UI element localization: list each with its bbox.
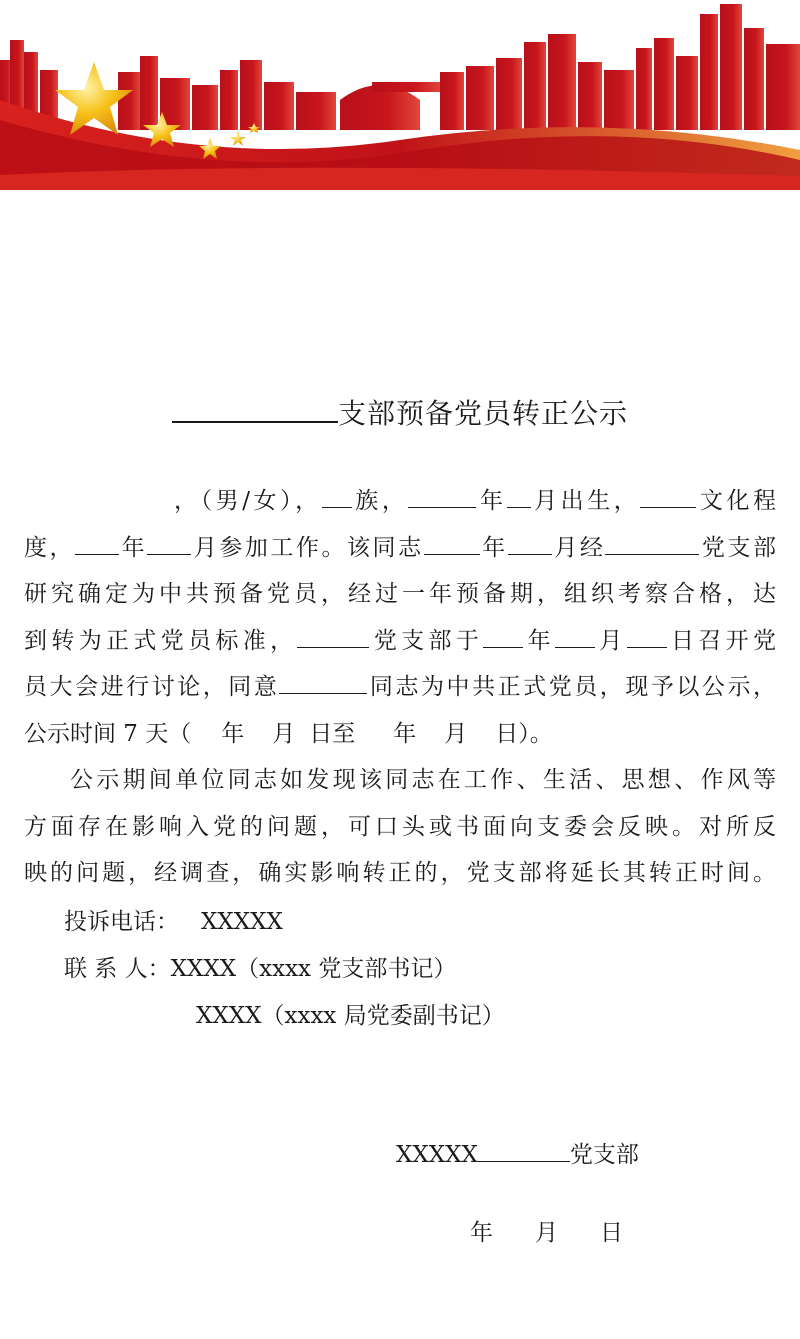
blank-meeting-month[interactable] bbox=[555, 626, 595, 648]
header-banner bbox=[0, 0, 800, 190]
blank-meeting-year[interactable] bbox=[483, 626, 523, 648]
blank-meeting-day[interactable] bbox=[627, 626, 667, 648]
paragraph-1-line-2: 度， 年 月参加工作。该同志 年 月经 党支部 bbox=[24, 534, 777, 561]
blank-approve-year[interactable] bbox=[424, 533, 480, 555]
blank-birth-year[interactable] bbox=[408, 486, 476, 508]
contact-name-2: XXXX（xxxx 局党委副书记） bbox=[196, 1003, 505, 1029]
blank-approve-branch[interactable] bbox=[605, 533, 699, 555]
complaint-label: 投诉电话： bbox=[64, 909, 179, 935]
paragraph-1-line-4: 到转为正式党员标准， 党支部于 年 月 日召开党 bbox=[24, 627, 777, 654]
blank-work-month[interactable] bbox=[147, 533, 191, 555]
paragraph-1-line-6: 公示时间 7 天（ 年 月 日至 年 月 日）。 bbox=[24, 720, 553, 747]
signature-date: 年 月 日 bbox=[470, 1220, 623, 1246]
notice-body bbox=[24, 478, 776, 897]
paragraph-2-line-1: 公示期间单位同志如发现该同志在工作、生活、思想、作风等 bbox=[70, 767, 776, 793]
blank-meeting-branch[interactable] bbox=[297, 626, 369, 648]
complaint-value: XXXXX bbox=[201, 909, 283, 935]
blank-education[interactable] bbox=[640, 486, 696, 508]
paragraph-2-line-2: 方面存在影响入党的问题，可口头或书面向支委会反映。对所反 bbox=[24, 813, 776, 840]
contact-name-1: XXXX（xxxx 党支部书记） bbox=[170, 956, 457, 982]
paragraph-2-line-3: 映的问题，经调查，确实影响转正的，党支部将延长其转正时间。 bbox=[24, 860, 776, 886]
page-title: 支部预备党员转正公示 bbox=[0, 392, 800, 432]
paragraph-1-line-3: 研究确定为中共预备党员，经过一年预备期，组织考察合格，达 bbox=[24, 581, 776, 607]
contact-person-1 bbox=[64, 950, 456, 983]
blank-work-year[interactable] bbox=[75, 533, 119, 555]
blank-ethnicity[interactable] bbox=[322, 486, 352, 508]
blank-approve-name[interactable] bbox=[279, 672, 367, 694]
blank-approve-month[interactable] bbox=[508, 533, 552, 555]
contact-person-2 bbox=[196, 997, 505, 1030]
paragraph-1-line-1: ，（男/女）， 族， 年 月出生， 文化程 bbox=[174, 488, 776, 514]
complaint-phone bbox=[64, 903, 283, 936]
paragraph-1-line-5: 员大会进行讨论，同意 同志为中共正式党员，现予以公示， bbox=[24, 674, 777, 700]
signature-line: XXXXX 党支部 bbox=[396, 1142, 639, 1168]
blank-birth-month[interactable] bbox=[507, 486, 531, 508]
blank-branch-name[interactable] bbox=[172, 396, 338, 423]
blank-signature-branch[interactable] bbox=[478, 1140, 570, 1162]
skyline-shape bbox=[0, 4, 800, 130]
contact-label: 联 系 人： bbox=[64, 956, 171, 982]
